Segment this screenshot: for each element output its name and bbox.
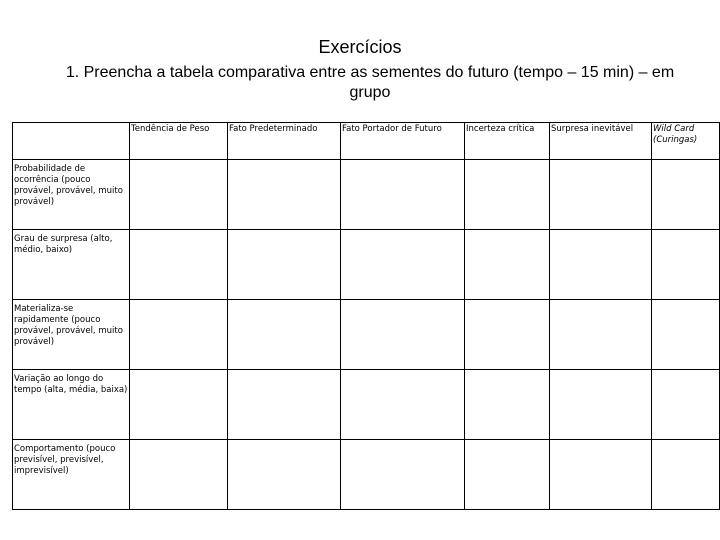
- table-cell[interactable]: [341, 370, 465, 440]
- comparison-table: [12, 122, 720, 510]
- column-header: Tendência de Peso: [130, 123, 228, 160]
- table-cell[interactable]: [465, 230, 550, 300]
- table-cell[interactable]: [550, 230, 652, 300]
- row-header: Materializa-se rapidamente (pouco provável, provável, muito provável): [13, 300, 130, 370]
- table-cell[interactable]: [465, 300, 550, 370]
- table-cell[interactable]: [652, 440, 720, 510]
- table-cell[interactable]: [341, 300, 465, 370]
- table-cell[interactable]: [550, 440, 652, 510]
- slide-title: Exercícios: [318, 37, 402, 57]
- column-header: Fato Portador de Futuro: [341, 123, 465, 160]
- exercise-instruction: 1. Preencha a tabela comparativa entre as sementes do futuro (tempo – 15 min) – em grupo: [65, 64, 675, 101]
- table-cell[interactable]: [130, 160, 228, 230]
- table-cell[interactable]: [228, 300, 341, 370]
- table-cell[interactable]: [550, 160, 652, 230]
- table-cell[interactable]: [341, 230, 465, 300]
- table-row: [13, 440, 720, 510]
- table-row: [13, 300, 720, 370]
- table-cell[interactable]: [228, 370, 341, 440]
- corner-cell: [13, 123, 130, 160]
- table-cell[interactable]: [130, 230, 228, 300]
- table-cell[interactable]: [550, 370, 652, 440]
- table-cell[interactable]: [228, 440, 341, 510]
- column-header: Surpresa inevitável: [550, 123, 652, 160]
- table-cell[interactable]: [341, 440, 465, 510]
- table-cell[interactable]: [130, 300, 228, 370]
- table-row: [13, 370, 720, 440]
- table-cell[interactable]: [652, 230, 720, 300]
- table-cell[interactable]: [465, 440, 550, 510]
- table-cell[interactable]: [465, 370, 550, 440]
- column-header: Incerteza crítica: [465, 123, 550, 160]
- table-cell[interactable]: [130, 440, 228, 510]
- table-cell[interactable]: [228, 160, 341, 230]
- column-header: Fato Predeterminado: [228, 123, 341, 160]
- row-header: Comportamento (pouco previsível, previsível, imprevisível): [13, 440, 130, 510]
- table-cell[interactable]: [228, 230, 341, 300]
- row-header: Probabilidade de ocorrência (pouco provável, provável, muito provável): [13, 160, 130, 230]
- table-cell[interactable]: [341, 160, 465, 230]
- table-cell[interactable]: [130, 370, 228, 440]
- table-cell[interactable]: [652, 300, 720, 370]
- table-cell[interactable]: [465, 160, 550, 230]
- header-row: [13, 123, 720, 160]
- column-header: Wild Card (Curingas): [652, 123, 720, 160]
- table-cell[interactable]: [652, 160, 720, 230]
- table-cell[interactable]: [652, 370, 720, 440]
- row-header: Grau de surpresa (alto, médio, baixo): [13, 230, 130, 300]
- table-cell[interactable]: [550, 300, 652, 370]
- table-row: [13, 160, 720, 230]
- row-header: Variação ao longo do tempo (alta, média, baixa): [13, 370, 130, 440]
- table-row: [13, 230, 720, 300]
